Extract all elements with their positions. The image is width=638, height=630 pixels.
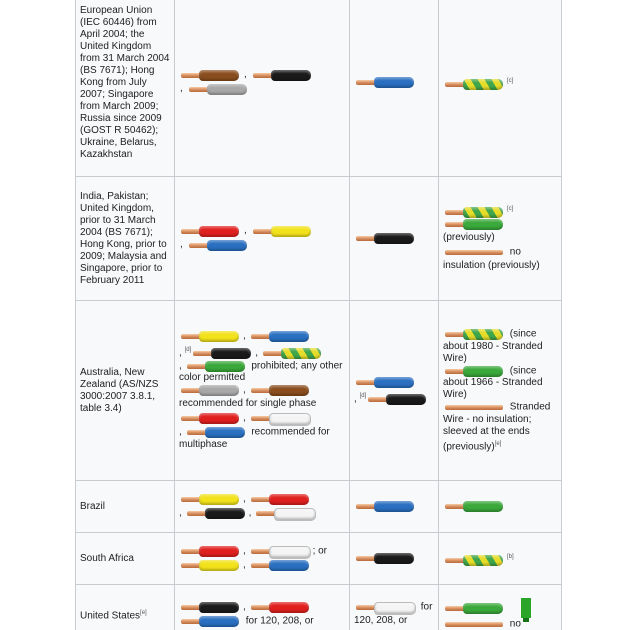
insulation: [386, 394, 426, 405]
wire-yellow: [179, 559, 243, 571]
wire-white: [249, 545, 313, 557]
insulation: [199, 331, 239, 342]
wire-green: [443, 218, 507, 230]
phase-note: recommended for single phase: [179, 398, 317, 410]
wire-blue: [185, 426, 249, 438]
wire-white: [354, 601, 418, 613]
insulation: [271, 70, 311, 81]
insulation: [199, 494, 239, 505]
region-cell: [76, 533, 175, 585]
earth-note: (since about 1966 - Stranded Wire): [443, 365, 543, 401]
insulation: [463, 603, 503, 614]
earth-note: (since about 1980 - Stranded Wire): [443, 328, 543, 364]
phase-note: recommended for multiphase: [179, 426, 330, 450]
insulation: [463, 555, 503, 566]
wire-red: [179, 225, 243, 237]
region-label: United States: [80, 610, 141, 622]
neutral-note: 120, 208, or: [354, 614, 408, 626]
neutral-cell: [350, 585, 439, 630]
table-row: [76, 0, 562, 177]
insulation: [269, 494, 309, 505]
earth-cell: [439, 533, 562, 585]
insulation: [199, 616, 239, 627]
insulation: [199, 560, 239, 571]
insulation: [199, 602, 239, 613]
footnote-ref[interactable]: [c]: [507, 77, 514, 84]
wire-green-yellow: [261, 347, 325, 359]
table-row: [76, 177, 562, 301]
wire-green-yellow: [443, 78, 507, 90]
insulation: [374, 602, 416, 615]
region-label: South Africa: [80, 552, 134, 564]
insulation: [463, 219, 503, 230]
footnote-ref[interactable]: [d]: [359, 392, 367, 399]
wire-yellow: [251, 225, 315, 237]
wire-black: [251, 69, 315, 81]
wire-black: [191, 347, 255, 359]
wire-red: [249, 601, 313, 613]
wire-red: [249, 493, 313, 505]
wire-black: [366, 393, 430, 405]
insulation: [199, 70, 239, 81]
wire-blue: [249, 559, 313, 571]
neutral-cell: [350, 533, 439, 585]
phase-cell: [175, 0, 350, 177]
region-cell: [76, 481, 175, 533]
phase-note: ; or: [312, 545, 328, 557]
wire-blue: [354, 376, 418, 388]
earth-note: no: [509, 246, 521, 258]
footnote-ref[interactable]: [e]: [140, 609, 147, 616]
insulation: [463, 501, 503, 512]
neutral-cell: [350, 177, 439, 301]
footnote-ref[interactable]: [e]: [494, 440, 502, 447]
wire-blue: [179, 615, 243, 627]
wire-green: [443, 602, 507, 614]
wire-black: [354, 552, 418, 564]
insulation: [211, 348, 251, 359]
phase-cell: [175, 177, 350, 301]
region-label: Australia, New Zealand (AS/NZS 3000:2007 3.8.1, table 3.4): [80, 366, 159, 414]
wire-blue: [354, 500, 418, 512]
region-cell: [76, 301, 175, 481]
neutral-cell: , [d]: [350, 301, 439, 481]
region-label: European Union (IEC 60446) from April 2004; the United Kingdom from 31 March 2004 (BS 7671); Hong Kong from July 2007; Singapore from March 2009; Russia since 2009 (GOST R 50462); Ukraine, Belarus, Kazakhstan: [80, 4, 170, 160]
wire-blue: [187, 239, 251, 251]
footnote-ref[interactable]: [d]: [184, 347, 192, 354]
region-cell: [76, 585, 175, 630]
insulation: [374, 501, 414, 512]
separator: ,: [180, 239, 183, 251]
wire-grey: [187, 83, 251, 95]
phase-note: for 120, 208, or: [245, 615, 314, 627]
phase-cell: , , ,: [175, 481, 350, 533]
wire-blue: [249, 330, 313, 342]
region-cell: [76, 177, 175, 301]
insulation: [199, 413, 239, 424]
insulation: [269, 560, 309, 571]
insulation: [205, 508, 245, 519]
earth-cell: [439, 585, 562, 630]
copper-core: [445, 405, 503, 410]
insulation: [205, 427, 245, 438]
insulation: [281, 348, 321, 359]
earth-note: Stranded Wire - no insulation; sleeved at the ends (previously): [443, 401, 551, 453]
insulation: [463, 329, 503, 340]
insulation: [463, 366, 503, 377]
wire-black: [354, 232, 418, 244]
wire-color-table: [75, 0, 562, 630]
wire-bare: [443, 401, 507, 413]
insulation: [374, 77, 414, 88]
insulation: [207, 240, 247, 251]
copper-core: [445, 250, 503, 255]
copper-core: [445, 622, 503, 627]
insulation: [269, 385, 309, 396]
separator: ,: [244, 69, 247, 81]
earth-cell: [439, 177, 562, 301]
insulation: [374, 553, 414, 564]
wire-brown: [179, 69, 243, 81]
wire-green: [443, 365, 507, 377]
earth-cell: [439, 0, 562, 177]
wire-yellow: [179, 493, 243, 505]
footnote-ref[interactable]: [b]: [507, 553, 514, 560]
neutral-cell: [350, 0, 439, 177]
wire-red: [179, 412, 243, 424]
wire-white: [249, 412, 313, 424]
insulation: [199, 385, 239, 396]
earth-cell: [439, 481, 562, 533]
ground-terminal-icon: [521, 598, 531, 618]
table-row: [76, 585, 562, 630]
insulation: [199, 226, 239, 237]
phase-cell: , for 120, 208, or: [175, 585, 350, 630]
separator: ,: [180, 83, 183, 95]
insulation: [207, 84, 247, 95]
wire-black: [185, 507, 249, 519]
wire-green-yellow: [443, 328, 507, 340]
insulation: [274, 508, 316, 521]
table-row: [76, 533, 562, 585]
insulation: [199, 546, 239, 557]
wire-bare: [443, 246, 507, 258]
insulation: [374, 377, 414, 388]
wire-white: [254, 507, 318, 519]
insulation: [463, 207, 503, 218]
insulation: [463, 79, 503, 90]
insulation: [269, 331, 309, 342]
wire-yellow: [179, 330, 243, 342]
earth-note: insulation (previously): [443, 260, 540, 272]
earth-note: (previously): [443, 232, 495, 244]
insulation: [374, 233, 414, 244]
insulation: [269, 602, 309, 613]
earth-cell: [439, 301, 562, 481]
wire-green-yellow: [443, 554, 507, 566]
wire-black: [179, 601, 243, 613]
wire-bare: [443, 618, 507, 630]
neutral-note: for: [420, 601, 433, 613]
phase-cell: , , [d] , , prohibited; any other color permitted , recommended for single phase , , recommended for multiphase: [175, 301, 350, 481]
wire-green: [185, 360, 249, 372]
wire-grey: [179, 384, 243, 396]
wire-brown: [249, 384, 313, 396]
insulation: [271, 226, 311, 237]
wire-green-yellow: [443, 206, 507, 218]
region-label: India, Pakistan; United Kingdom, prior to 31 March 2004 (BS 7671); Hong Kong, prior to 2009; Malaysia and Singapore, prior to February 2011: [80, 190, 167, 286]
separator: ,: [244, 225, 247, 237]
insulation: [205, 361, 245, 372]
neutral-cell: [350, 481, 439, 533]
table-row: [76, 301, 562, 481]
insulation: [269, 413, 311, 426]
earth-note: no: [509, 618, 521, 630]
footnote-ref[interactable]: [c]: [507, 205, 514, 212]
wire-blue: [354, 76, 418, 88]
region-cell: [76, 0, 175, 177]
wire-red: [179, 545, 243, 557]
insulation: [269, 546, 311, 559]
wire-green: [443, 500, 507, 512]
phase-note: prohibited; any other color permitted: [179, 360, 343, 384]
region-label: Brazil: [80, 500, 106, 512]
table-row: [76, 481, 562, 533]
phase-cell: , ; or ,: [175, 533, 350, 585]
